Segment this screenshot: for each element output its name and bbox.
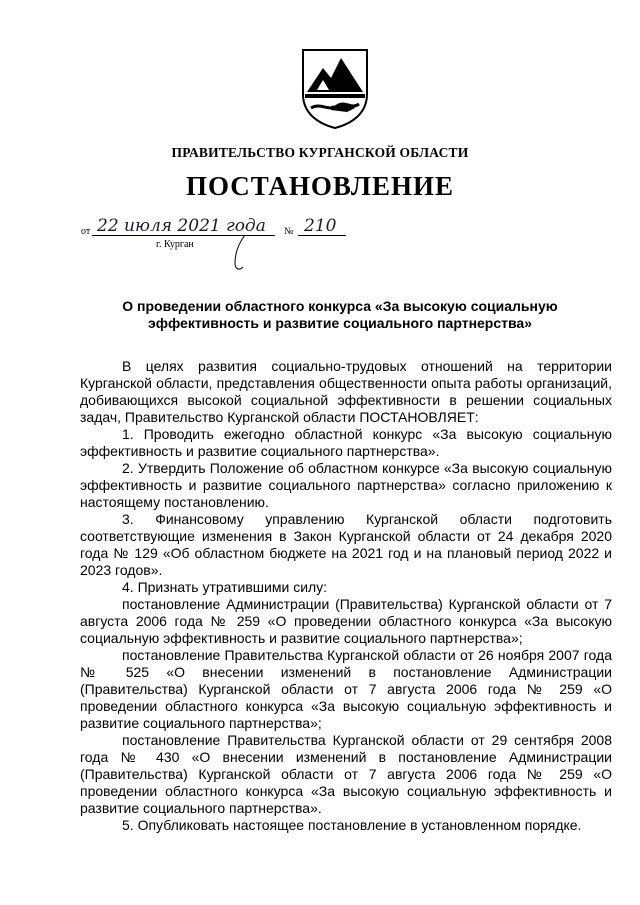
coat-of-arms-icon: [301, 48, 369, 130]
body-paragraph: постановление Администрации (Правительства) Курганской области от 7 августа 2006 года № 259 «О проведении областного конкурса «За высокую социальную эффективность и развитие социального партнерства»;: [80, 596, 612, 646]
body-paragraph: постановление Правительства Курганской области от 26 ноября 2007 года № 525 «О внесении изменений в постановление Администрации (Правительства) Курганской области от 7 августа 2006 года № 259 «О проведении областного конкурса «За высокую социальную эффективность и развитие социального партнерства»;: [80, 647, 612, 731]
body-paragraph: 4. Признать утратившими силу:: [122, 579, 328, 595]
signature-stroke-icon: [229, 233, 251, 273]
title-line-1: О проведении областного конкурса «За высокую социальную: [122, 298, 558, 314]
title-line-2: эффективность и развитие социального партнерства»: [147, 315, 532, 331]
body-paragraph: 2. Утвердить Положение об областном конкурсе «За высокую социальную эффективность и развитие социального партнерства» согласно приложению к настоящему постановлению.: [80, 460, 612, 510]
handwritten-number: 210: [304, 216, 337, 236]
date-prefix: от: [81, 226, 91, 237]
document-title: [100, 298, 580, 332]
organization-name: ПРАВИТЕЛЬСТВО КУРГАНСКОЙ ОБЛАСТИ: [171, 145, 469, 160]
document-body: [80, 358, 612, 834]
city: г. Курган: [156, 239, 194, 250]
body-paragraph: 5. Опубликовать настоящее постановление в установленном порядке.: [122, 817, 582, 833]
body-paragraph: 1. Проводить ежегодно областной конкурс «За высокую социальную эффективность и развитие социального партнерства».: [80, 426, 612, 459]
number-prefix: №: [284, 226, 294, 237]
body-paragraph: 3. Финансовому управлению Курганской области подготовить соответствующие изменения в Закон Курганской области от 24 декабря 2020 года № 129 «Об областном бюджете на 2021 год и на плановый период 2022 и 2023 годов».: [80, 511, 612, 578]
handwritten-date: 22 июля 2021 года: [97, 216, 266, 236]
document-type: ПОСТАНОВЛЕНИЕ: [185, 171, 455, 201]
body-paragraph: постановление Правительства Курганской области от 29 сентября 2008 года № 430 «О внесении изменений в постановление Администрации (Правительства) Курганской области от 7 августа 2006 года № 259 «О проведении областного конкурса «За высокую социальную эффективность и развитие социального партнерства».: [80, 732, 612, 816]
body-paragraph: В целях развития социально-трудовых отношений на территории Курганской области, представления общественности опыта работы организаций, добивающихся высокой социальной эффективности в решении социальных задач, Правительство Курганской области ПОСТАНОВЛЯЕТ:: [80, 358, 612, 425]
